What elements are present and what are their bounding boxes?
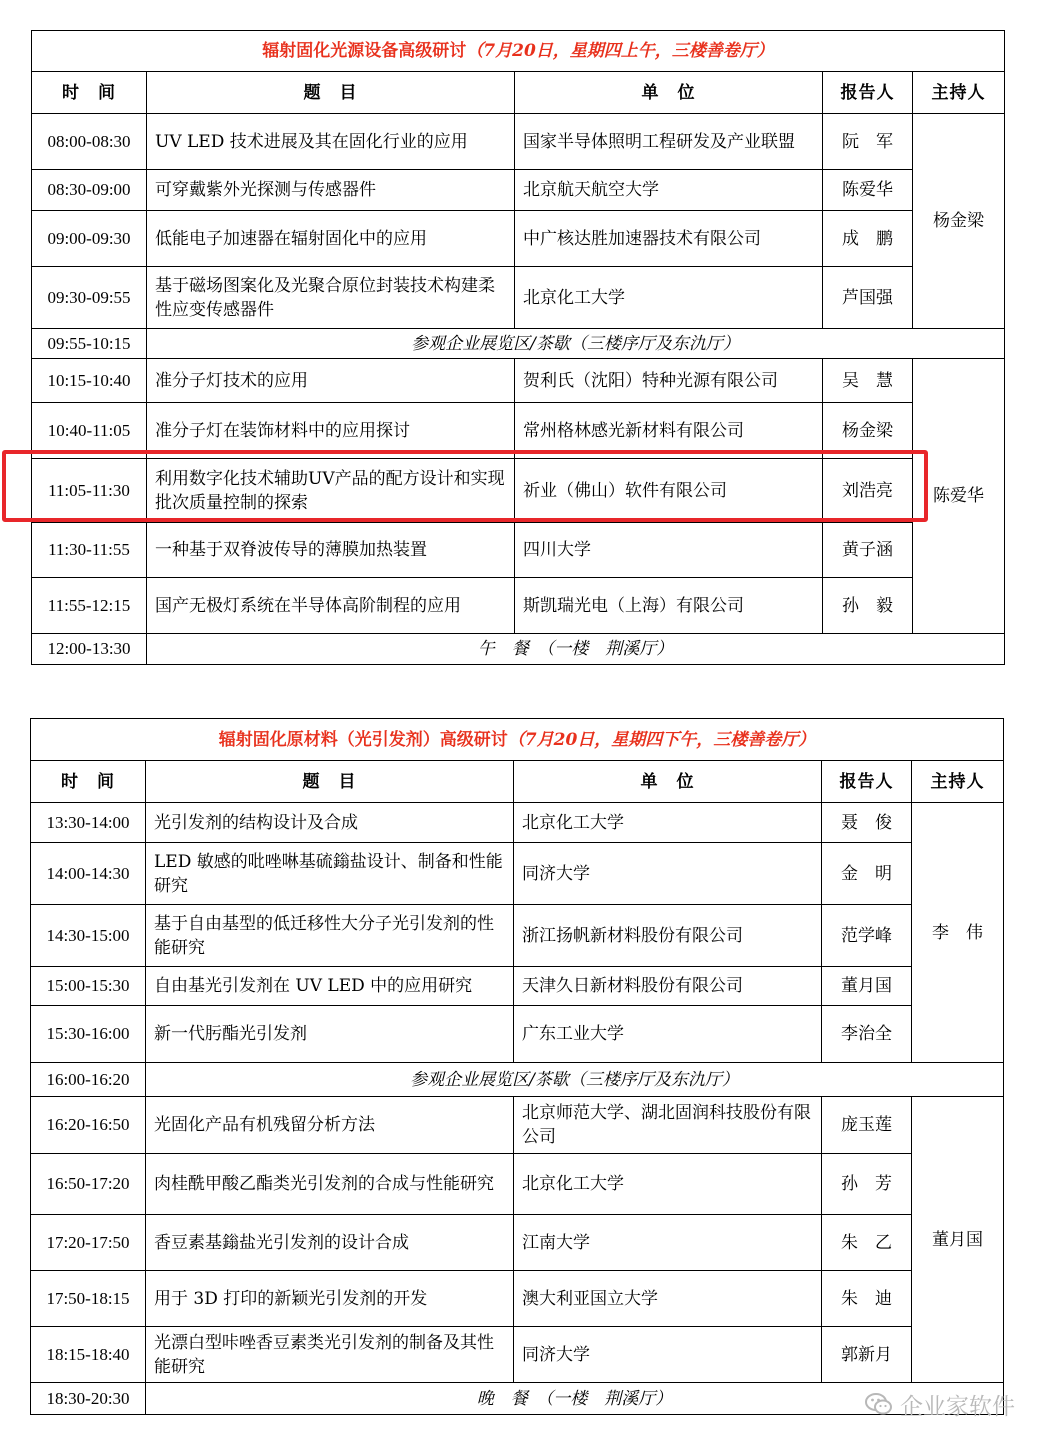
row-host: 李 伟 <box>912 803 1004 1063</box>
row-topic: 基于磁场图案化及光聚合原位封装技术构建柔性应变传感器件 <box>147 267 515 329</box>
row-time: 15:30-16:00 <box>31 1006 146 1063</box>
row-time: 17:20-17:50 <box>31 1215 146 1271</box>
row-time: 08:30-09:00 <box>32 170 147 211</box>
break-label: 晚 餐 （一楼 荆溪厅） <box>146 1383 1004 1415</box>
session-title <box>32 31 1005 72</box>
row-unit: 祈业（佛山）软件有限公司 <box>515 459 823 523</box>
row-topic: 低能电子加速器在辐射固化中的应用 <box>147 211 515 267</box>
table-row <box>31 967 1004 1006</box>
table-row <box>31 803 1004 843</box>
header-speaker: 报告人 <box>823 72 913 114</box>
row-time: 16:00-16:20 <box>31 1063 146 1097</box>
header-unit: 单 位 <box>514 761 822 803</box>
table-row <box>31 1271 1004 1327</box>
row-time: 10:15-10:40 <box>32 359 147 403</box>
break-label: 参观企业展览区/茶歇（三楼序厅及东氿厅） <box>147 329 1005 359</box>
row-topic: UV LED 技术进展及其在固化行业的应用 <box>147 114 515 170</box>
header-speaker: 报告人 <box>822 761 912 803</box>
table-row <box>32 459 1005 523</box>
header-host: 主持人 <box>913 72 1005 114</box>
row-speaker: 成 鹏 <box>823 211 913 267</box>
row-topic: 光漂白型咔唑香豆素类光引发剂的制备及其性能研究 <box>146 1327 514 1383</box>
row-time: 17:50-18:15 <box>31 1271 146 1327</box>
row-time: 08:00-08:30 <box>32 114 147 170</box>
row-unit: 贺利氏（沈阳）特种光源有限公司 <box>515 359 823 403</box>
table-row <box>32 359 1005 403</box>
table-row <box>31 1006 1004 1063</box>
table-row <box>32 403 1005 459</box>
row-time: 11:55-12:15 <box>32 578 147 634</box>
row-topic: 准分子灯在装饰材料中的应用探讨 <box>147 403 515 459</box>
row-unit: 浙江扬帆新材料股份有限公司 <box>514 905 822 967</box>
row-speaker: 聂 俊 <box>822 803 912 843</box>
row-speaker: 孙 芳 <box>822 1154 912 1215</box>
session-title <box>31 719 1004 761</box>
table-row <box>31 1327 1004 1383</box>
header-time: 时 间 <box>32 72 147 114</box>
header-unit: 单 位 <box>515 72 823 114</box>
row-unit: 北京师范大学、湖北固润科技股份有限公司 <box>514 1097 822 1154</box>
row-time: 16:20-16:50 <box>31 1097 146 1154</box>
table-row <box>31 1215 1004 1271</box>
row-topic: 自由基光引发剂在 UV LED 中的应用研究 <box>146 967 514 1006</box>
break-row <box>32 634 1005 665</box>
row-unit: 天津久日新材料股份有限公司 <box>514 967 822 1006</box>
row-time: 18:30-20:30 <box>31 1383 146 1415</box>
session-2-table <box>30 718 1004 1415</box>
header-time: 时 间 <box>31 761 146 803</box>
row-topic: 基于自由基型的低迁移性大分子光引发剂的性能研究 <box>146 905 514 967</box>
header-topic: 题 目 <box>146 761 514 803</box>
row-speaker: 陈爱华 <box>823 170 913 211</box>
row-speaker: 金 明 <box>822 843 912 905</box>
row-unit: 四川大学 <box>515 523 823 578</box>
row-speaker: 李治全 <box>822 1006 912 1063</box>
row-topic: 肉桂酰甲酸乙酯类光引发剂的合成与性能研究 <box>146 1154 514 1215</box>
table-row <box>31 905 1004 967</box>
row-time: 14:30-15:00 <box>31 905 146 967</box>
row-host: 董月国 <box>912 1097 1004 1383</box>
row-topic: 可穿戴紫外光探测与传感器件 <box>147 170 515 211</box>
row-unit: 北京化工大学 <box>515 267 823 329</box>
row-topic: 光引发剂的结构设计及合成 <box>146 803 514 843</box>
row-speaker: 范学峰 <box>822 905 912 967</box>
row-topic: 用于 3D 打印的新颖光引发剂的开发 <box>146 1271 514 1327</box>
session-1-table <box>31 30 1005 665</box>
row-topic: 一种基于双脊波传导的薄膜加热装置 <box>147 523 515 578</box>
row-time: 16:50-17:20 <box>31 1154 146 1215</box>
row-unit: 北京航天航空大学 <box>515 170 823 211</box>
row-speaker: 阮 军 <box>823 114 913 170</box>
watermark-text: 企业家软件 <box>900 1393 1015 1420</box>
row-time: 10:40-11:05 <box>32 403 147 459</box>
row-unit: 常州格林感光新材料有限公司 <box>515 403 823 459</box>
row-time: 09:30-09:55 <box>32 267 147 329</box>
row-unit: 澳大利亚国立大学 <box>514 1271 822 1327</box>
break-row <box>31 1383 1004 1415</box>
row-speaker: 郭新月 <box>822 1327 912 1383</box>
row-topic: 利用数字化技术辅助UV产品的配方设计和实现批次质量控制的探索 <box>147 459 515 523</box>
watermark <box>864 1384 1015 1424</box>
table-row <box>32 523 1005 578</box>
row-time: 15:00-15:30 <box>31 967 146 1006</box>
table-row <box>31 1097 1004 1154</box>
row-time: 18:15-18:40 <box>31 1327 146 1383</box>
row-topic: 光固化产品有机残留分析方法 <box>146 1097 514 1154</box>
header-host: 主持人 <box>912 761 1004 803</box>
row-speaker: 黄子涵 <box>823 523 913 578</box>
row-unit: 斯凯瑞光电（上海）有限公司 <box>515 578 823 634</box>
row-unit: 北京化工大学 <box>514 1154 822 1215</box>
row-time: 11:30-11:55 <box>32 523 147 578</box>
row-speaker: 芦国强 <box>823 267 913 329</box>
row-time: 14:00-14:30 <box>31 843 146 905</box>
break-label: 午 餐 （一楼 荆溪厅） <box>147 634 1005 665</box>
row-speaker: 吴 慧 <box>823 359 913 403</box>
row-time: 09:55-10:15 <box>32 329 147 359</box>
row-topic: 新一代肟酯光引发剂 <box>146 1006 514 1063</box>
row-host: 陈爱华 <box>913 359 1005 634</box>
row-speaker: 庞玉莲 <box>822 1097 912 1154</box>
table-row <box>32 114 1005 170</box>
row-unit: 广东工业大学 <box>514 1006 822 1063</box>
wechat-icon <box>864 1391 894 1417</box>
row-topic: 准分子灯技术的应用 <box>147 359 515 403</box>
row-unit: 江南大学 <box>514 1215 822 1271</box>
table-row <box>32 170 1005 211</box>
row-topic: 香豆素基鎓盐光引发剂的设计合成 <box>146 1215 514 1271</box>
session-title-date: （7月20日，星期四下午，三楼善卷厅） <box>507 729 816 750</box>
table-row <box>32 211 1005 267</box>
table-row <box>32 578 1005 634</box>
row-unit: 中广核达胜加速器技术有限公司 <box>515 211 823 267</box>
row-speaker: 孙 毅 <box>823 578 913 634</box>
break-label: 参观企业展览区/茶歇（三楼序厅及东氿厅） <box>146 1063 1004 1097</box>
table-row <box>31 1154 1004 1215</box>
row-unit: 同济大学 <box>514 843 822 905</box>
session-title-date: （7月20日，星期四上午，三楼善卷厅） <box>466 41 774 61</box>
row-time: 13:30-14:00 <box>31 803 146 843</box>
break-row <box>32 329 1005 359</box>
row-speaker: 朱 乙 <box>822 1215 912 1271</box>
row-topic: LED 敏感的吡唑啉基硫鎓盐设计、制备和性能研究 <box>146 843 514 905</box>
row-time: 11:05-11:30 <box>32 459 147 523</box>
row-time: 12:00-13:30 <box>32 634 147 665</box>
table-row <box>32 267 1005 329</box>
row-topic: 国产无极灯系统在半导体高阶制程的应用 <box>147 578 515 634</box>
break-row <box>31 1063 1004 1097</box>
row-speaker: 刘浩亮 <box>823 459 913 523</box>
table-row <box>31 843 1004 905</box>
row-speaker: 杨金梁 <box>823 403 913 459</box>
header-topic: 题 目 <box>147 72 515 114</box>
row-unit: 国家半导体照明工程研发及产业联盟 <box>515 114 823 170</box>
row-time: 09:00-09:30 <box>32 211 147 267</box>
row-speaker: 董月国 <box>822 967 912 1006</box>
session-title-main: 辐射固化光源设备高级研讨 <box>262 41 467 61</box>
row-host: 杨金梁 <box>913 114 1005 329</box>
row-unit: 北京化工大学 <box>514 803 822 843</box>
session-title-main: 辐射固化原材料（光引发剂）高级研讨 <box>218 729 508 750</box>
row-unit: 同济大学 <box>514 1327 822 1383</box>
row-speaker: 朱 迪 <box>822 1271 912 1327</box>
